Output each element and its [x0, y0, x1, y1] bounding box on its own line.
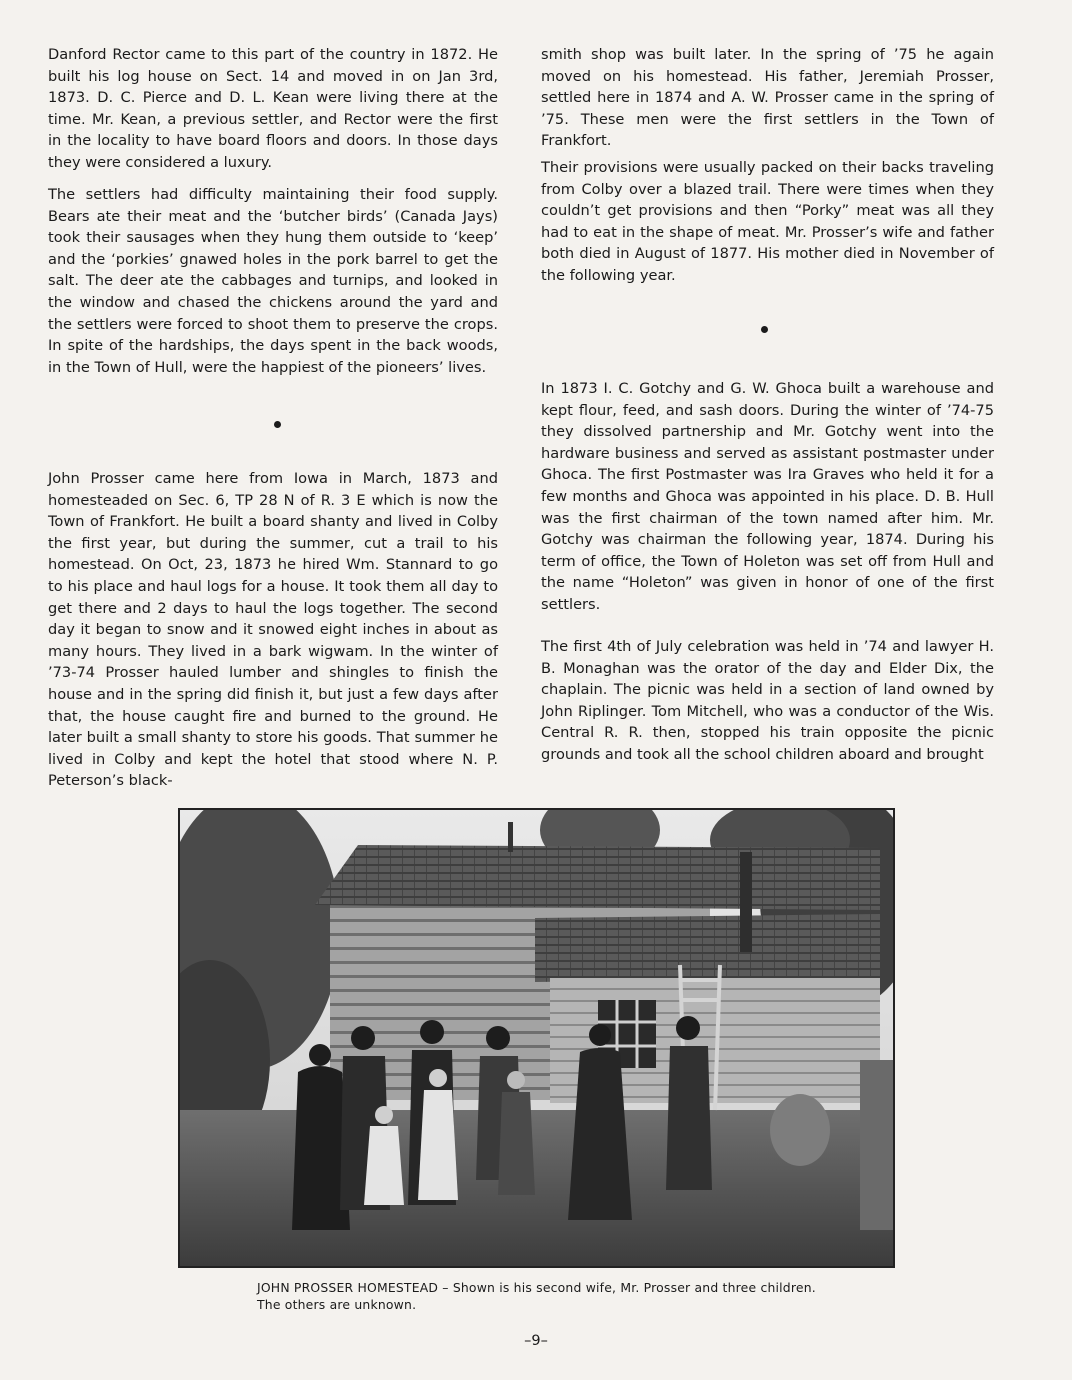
- paragraph-blacksmith: smith shop was built later. In the spring of ’75 he again moved on his homestead. His father, Jeremiah Prosser, settled here in 1874 and A. W. Prosser came in the spring of ’75. These men were the first settlers in the Town of Frankfort.: [541, 46, 994, 150]
- section-bullet: [274, 421, 281, 428]
- paragraph-food-supply: The settlers had difficulty maintaining their food supply. Bears ate their meat and the ‘butcher birds’ (Canada Jays) took their sausages when they hung them outside to ‘keep’ and the ‘porkies’ gnawed holes in the pork barrel to get the salt. The deer ate the cabbages and turnips, and looked in the window and chased the chickens around the yard and the settlers were forced to shoot them to preserve the crops. In spite of the hardships, the days spent in the back woods, in the Town of Hull, were the happiest of the pioneers’ lives.: [48, 186, 498, 376]
- paragraph-provisions: Their provisions were usually packed on their backs traveling from Colby over a blazed trail. There were times when they couldn’t get provisions and then “Porky” meat was all they had to eat in the shape of meat. Mr. Prosser’s wife and father both died in August of 1877. His mother died in November of the following year.: [541, 159, 994, 284]
- homestead-photo-illustration: [180, 810, 893, 1266]
- paragraph-rector: Danford Rector came to this part of the country in 1872. He built his log house on Sect. 14 and moved in on Jan 3rd, 1873. D. C. Pierce and D. L. Kean were living there at the time. Mr. Kean, a previous settler, and Rector were the first in the locality to have board floors and doors. In those days they were considered a luxury.: [48, 46, 498, 171]
- photo-caption: JOHN PROSSER HOMESTEAD – Shown is his second wife, Mr. Prosser and three children. The others are unknown.: [257, 1280, 816, 1312]
- paragraph-gotchy-ghoca: In 1873 I. C. Gotchy and G. W. Ghoca built a warehouse and kept flour, feed, and sash doors. During the winter of ’74-75 they dissolved partnership and Mr. Gotchy went into the hardware business and served as assistant postmaster under Ghoca. The first Postmaster was Ira Graves who held it for a few months and Ghoca was appointed in his place. D. B. Hull was the first chairman of the town named after him. Mr. Gotchy was chairman the following year, 1874. During his term of office, the Town of Holeton was set off from Hull and the name “Holeton” was given in honor of one of the first settlers.: [541, 380, 994, 613]
- paragraph-john-prosser: John Prosser came here from Iowa in March, 1873 and homesteaded on Sec. 6, TP 28 N of R. 3 E which is now the Town of Frankfort. He built a board shanty and lived in Colby the first year, but during the summer, cut a trail to his homestead. On Oct, 23, 1873 he hired Wm. Stannard to go to his place and haul logs for a house. It took them all day to get there and 2 days to haul the logs together. The second day it began to snow and it snowed eight inches in about as many hours. They lived in a bark wigwam. In the winter of ’73-74 Prosser hauled lumber and shingles to finish the house and in the spring did finish it, but just a few days after that, the house caught fire and burned to the ground. He later built a small shanty to store his goods. That summer he lived in Colby and kept the hotel that stood where N. P. Peterson’s black-: [48, 470, 498, 790]
- paragraph-fourth-of-july: The first 4th of July celebration was held in ’74 and lawyer H. B. Monaghan was the orator of the day and Elder Dix, the chaplain. The picnic was held in a section of land owned by John Riplinger. Tom Mitchell, who was a conductor of the Wis. Central R. R. then, stopped his train opposite the picnic grounds and took all the school children aboard and brought: [541, 638, 994, 763]
- section-bullet: [761, 326, 768, 333]
- page-number: –9–: [524, 1333, 548, 1349]
- homestead-photo: [178, 808, 895, 1268]
